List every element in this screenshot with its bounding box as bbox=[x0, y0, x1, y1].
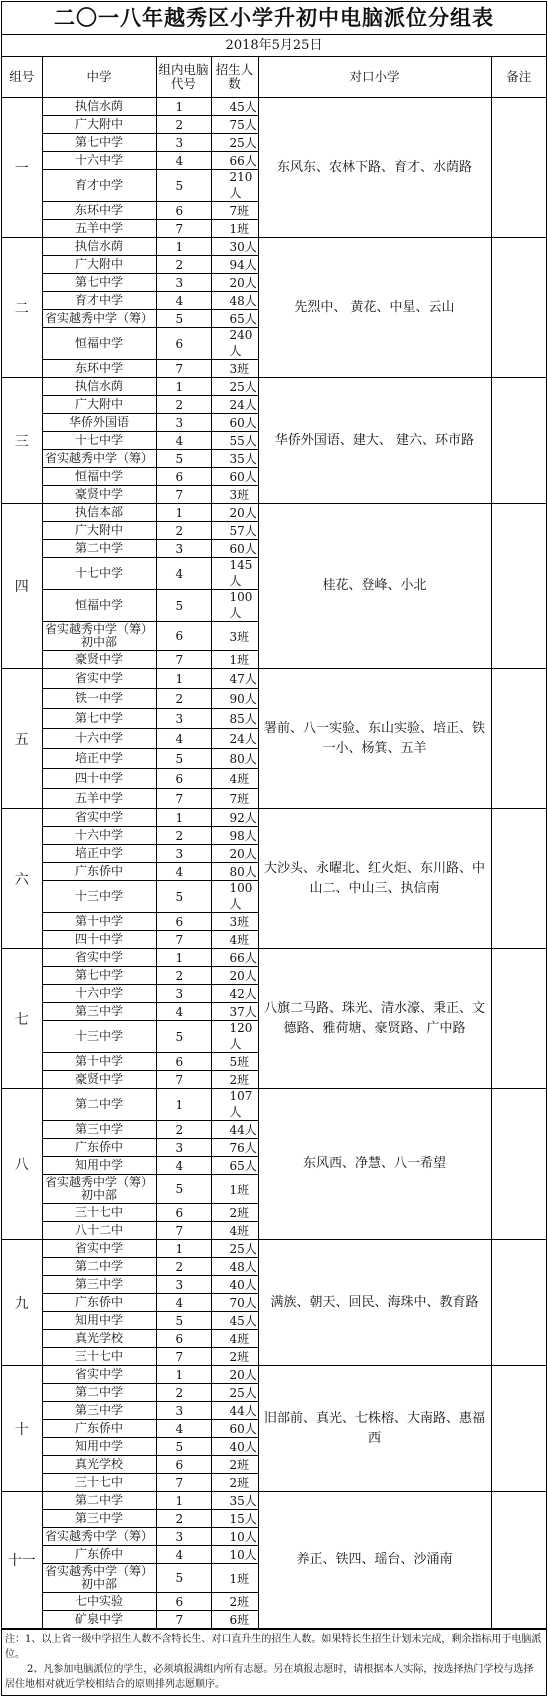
school-name: 真光学校 bbox=[42, 1456, 156, 1474]
school-quota: 6班 bbox=[211, 1611, 258, 1629]
school-name: 豪贤中学 bbox=[42, 486, 156, 504]
school-code: 3 bbox=[156, 985, 211, 1003]
school-quota: 10人 bbox=[211, 1528, 258, 1546]
school-name: 执信水荫 bbox=[42, 238, 156, 256]
school-code: 3 bbox=[156, 709, 211, 729]
school-code: 4 bbox=[156, 292, 211, 310]
school-quota: 1班 bbox=[211, 220, 258, 238]
school-name: 培正中学 bbox=[42, 749, 156, 769]
school-name: 四十中学 bbox=[42, 931, 156, 949]
school-code: 4 bbox=[156, 1003, 211, 1021]
school-name: 广大附中 bbox=[42, 256, 156, 274]
group-number: 二 bbox=[2, 238, 42, 378]
school-name: 豪贤中学 bbox=[42, 651, 156, 669]
school-code: 7 bbox=[156, 360, 211, 378]
school-code: 7 bbox=[156, 1474, 211, 1492]
school-quota: 3班 bbox=[211, 486, 258, 504]
table-row bbox=[2, 504, 546, 522]
header-code: 组内电脑代号 bbox=[156, 57, 211, 98]
school-code: 5 bbox=[156, 450, 211, 468]
school-quota: 44人 bbox=[211, 1402, 258, 1420]
school-code: 5 bbox=[156, 749, 211, 769]
school-code: 6 bbox=[156, 202, 211, 220]
school-quota: 35人 bbox=[211, 450, 258, 468]
school-quota: 90人 bbox=[211, 689, 258, 709]
school-code: 3 bbox=[156, 1528, 211, 1546]
school-name: 省实越秀中学（筹） bbox=[42, 450, 156, 468]
school-quota: 60人 bbox=[211, 1420, 258, 1438]
primary-schools: 养正、铁四、瑶台、沙涌南 bbox=[258, 1492, 491, 1629]
school-code: 4 bbox=[156, 152, 211, 170]
school-name: 育才中学 bbox=[42, 170, 156, 202]
school-name: 广大附中 bbox=[42, 116, 156, 134]
school-code: 1 bbox=[156, 1366, 211, 1384]
school-code: 7 bbox=[156, 1611, 211, 1629]
school-quota: 1班 bbox=[211, 651, 258, 669]
school-name: 三十七中 bbox=[42, 1474, 156, 1492]
school-name: 第三中学 bbox=[42, 1121, 156, 1139]
primary-schools: 署前、八一实验、东山实验、培正、铁一小、杨箕、五羊 bbox=[258, 669, 491, 809]
school-quota: 48人 bbox=[211, 292, 258, 310]
school-code: 2 bbox=[156, 1121, 211, 1139]
notes bbox=[2, 1629, 546, 1695]
school-quota: 100人 bbox=[211, 881, 258, 913]
primary-schools: 桂花、登峰、小北 bbox=[258, 504, 491, 669]
remark-cell bbox=[491, 378, 546, 504]
school-name: 七中实验 bbox=[42, 1593, 156, 1611]
school-name: 省实越秀中学（筹） bbox=[42, 1528, 156, 1546]
primary-schools: 满族、朝天、回民、海珠中、教育路 bbox=[258, 1240, 491, 1366]
school-quota: 60人 bbox=[211, 540, 258, 558]
school-name: 广大附中 bbox=[42, 396, 156, 414]
school-quota: 57人 bbox=[211, 522, 258, 540]
remark-cell bbox=[491, 1492, 546, 1629]
group-number: 四 bbox=[2, 504, 42, 669]
group-number: 七 bbox=[2, 949, 42, 1089]
school-name: 恒福中学 bbox=[42, 468, 156, 486]
school-quota: 80人 bbox=[211, 863, 258, 881]
group-number: 九 bbox=[2, 1240, 42, 1366]
school-name: 真光学校 bbox=[42, 1330, 156, 1348]
school-quota: 45人 bbox=[211, 98, 258, 116]
school-name: 第三中学 bbox=[42, 1402, 156, 1420]
school-quota: 145人 bbox=[211, 558, 258, 590]
school-quota: 60人 bbox=[211, 468, 258, 486]
school-code: 1 bbox=[156, 1089, 211, 1121]
school-quota: 85人 bbox=[211, 709, 258, 729]
school-name: 第二中学 bbox=[42, 1258, 156, 1276]
school-name: 东环中学 bbox=[42, 202, 156, 220]
school-quota: 2班 bbox=[211, 1071, 258, 1089]
school-name: 省实越秀中学（筹）初中部 bbox=[42, 1175, 156, 1204]
school-quota: 70人 bbox=[211, 1294, 258, 1312]
school-code: 4 bbox=[156, 432, 211, 450]
school-code: 4 bbox=[156, 863, 211, 881]
school-code: 4 bbox=[156, 1420, 211, 1438]
school-code: 5 bbox=[156, 1564, 211, 1593]
school-quota: 2班 bbox=[211, 1456, 258, 1474]
school-name: 第三中学 bbox=[42, 1276, 156, 1294]
school-code: 2 bbox=[156, 1384, 211, 1402]
primary-schools: 先烈中、 黄花、中星、云山 bbox=[258, 238, 491, 378]
school-quota: 2班 bbox=[211, 1593, 258, 1611]
school-code: 3 bbox=[156, 845, 211, 863]
school-name: 十六中学 bbox=[42, 152, 156, 170]
school-quota: 3班 bbox=[211, 913, 258, 931]
table-body bbox=[2, 98, 546, 1629]
school-quota: 65人 bbox=[211, 310, 258, 328]
header-group: 组号 bbox=[2, 57, 42, 98]
school-name: 省实中学 bbox=[42, 949, 156, 967]
remark-cell bbox=[491, 1089, 546, 1240]
page-title: 二〇一八年越秀区小学升初中电脑派位分组表 bbox=[2, 2, 546, 35]
school-code: 5 bbox=[156, 310, 211, 328]
school-code: 5 bbox=[156, 1175, 211, 1204]
school-quota: 100人 bbox=[211, 590, 258, 622]
primary-schools: 旧部前、真光、七株榕、大南路、惠福西 bbox=[258, 1366, 491, 1492]
school-code: 1 bbox=[156, 669, 211, 689]
school-quota: 42人 bbox=[211, 985, 258, 1003]
school-quota: 107人 bbox=[211, 1089, 258, 1121]
school-code: 6 bbox=[156, 622, 211, 651]
allocation-table bbox=[2, 57, 546, 1629]
school-code: 7 bbox=[156, 1348, 211, 1366]
school-name: 广东侨中 bbox=[42, 1420, 156, 1438]
school-code: 2 bbox=[156, 1510, 211, 1528]
table-row bbox=[2, 669, 546, 689]
school-name: 八十二中 bbox=[42, 1222, 156, 1240]
table-row bbox=[2, 378, 546, 396]
school-quota: 20人 bbox=[211, 274, 258, 292]
school-quota: 80人 bbox=[211, 749, 258, 769]
school-quota: 45人 bbox=[211, 1312, 258, 1330]
school-name: 省实中学 bbox=[42, 1240, 156, 1258]
school-quota: 20人 bbox=[211, 504, 258, 522]
group-number: 八 bbox=[2, 1089, 42, 1240]
school-code: 7 bbox=[156, 1222, 211, 1240]
school-code: 2 bbox=[156, 116, 211, 134]
remark-cell bbox=[491, 238, 546, 378]
school-name: 知用中学 bbox=[42, 1438, 156, 1456]
school-quota: 25人 bbox=[211, 134, 258, 152]
school-name: 知用中学 bbox=[42, 1157, 156, 1175]
school-name: 省实中学 bbox=[42, 809, 156, 827]
school-name: 三十七中 bbox=[42, 1348, 156, 1366]
school-name: 广东侨中 bbox=[42, 1139, 156, 1157]
school-quota: 15人 bbox=[211, 1510, 258, 1528]
school-name: 十六中学 bbox=[42, 827, 156, 845]
school-quota: 3班 bbox=[211, 360, 258, 378]
school-code: 5 bbox=[156, 1312, 211, 1330]
school-quota: 3班 bbox=[211, 622, 258, 651]
remark-cell bbox=[491, 504, 546, 669]
table-row bbox=[2, 98, 546, 116]
school-code: 3 bbox=[156, 274, 211, 292]
school-name: 五羊中学 bbox=[42, 789, 156, 809]
group-number: 一 bbox=[2, 98, 42, 238]
school-code: 6 bbox=[156, 1204, 211, 1222]
school-quota: 24人 bbox=[211, 396, 258, 414]
school-code: 4 bbox=[156, 558, 211, 590]
remark-cell bbox=[491, 1366, 546, 1492]
school-quota: 25人 bbox=[211, 1240, 258, 1258]
school-code: 6 bbox=[156, 769, 211, 789]
school-code: 3 bbox=[156, 540, 211, 558]
school-name: 广东侨中 bbox=[42, 863, 156, 881]
school-code: 1 bbox=[156, 238, 211, 256]
school-code: 4 bbox=[156, 1546, 211, 1564]
school-quota: 4班 bbox=[211, 769, 258, 789]
school-code: 5 bbox=[156, 170, 211, 202]
school-name: 十六中学 bbox=[42, 729, 156, 749]
group-number: 三 bbox=[2, 378, 42, 504]
school-name: 十七中学 bbox=[42, 558, 156, 590]
school-name: 执信本部 bbox=[42, 504, 156, 522]
school-name: 铁一中学 bbox=[42, 689, 156, 709]
school-code: 7 bbox=[156, 931, 211, 949]
school-name: 第七中学 bbox=[42, 709, 156, 729]
school-quota: 5班 bbox=[211, 1053, 258, 1071]
school-name: 第二中学 bbox=[42, 540, 156, 558]
school-name: 四十中学 bbox=[42, 769, 156, 789]
school-quota: 40人 bbox=[211, 1276, 258, 1294]
school-quota: 66人 bbox=[211, 949, 258, 967]
school-name: 东环中学 bbox=[42, 360, 156, 378]
school-name: 第十中学 bbox=[42, 913, 156, 931]
school-quota: 65人 bbox=[211, 1157, 258, 1175]
school-code: 2 bbox=[156, 689, 211, 709]
school-code: 7 bbox=[156, 486, 211, 504]
primary-schools: 八旗二马路、珠光、清水濠、秉正、文德路、雅荷塘、豪贤路、广中路 bbox=[258, 949, 491, 1089]
note-line: 注：1、以上省一级中学招生人数不含特长生、对口直升生的招生人数。如果特长生招生计划未完成，剩余指标用于电脑派位。 bbox=[5, 1634, 542, 1660]
school-code: 1 bbox=[156, 98, 211, 116]
school-code: 5 bbox=[156, 881, 211, 913]
school-code: 6 bbox=[156, 468, 211, 486]
school-name: 广大附中 bbox=[42, 522, 156, 540]
school-quota: 47人 bbox=[211, 669, 258, 689]
remark-cell bbox=[491, 98, 546, 238]
school-quota: 2班 bbox=[211, 1204, 258, 1222]
group-number: 六 bbox=[2, 809, 42, 949]
table-row bbox=[2, 1089, 546, 1121]
school-quota: 48人 bbox=[211, 1258, 258, 1276]
primary-schools: 大沙头、永曜北、红火炬、东川路、中山二、中山三、执信南 bbox=[258, 809, 491, 949]
school-code: 2 bbox=[156, 522, 211, 540]
school-name: 省实越秀中学（筹）初中部 bbox=[42, 622, 156, 651]
school-code: 4 bbox=[156, 1157, 211, 1175]
table-row bbox=[2, 809, 546, 827]
school-code: 6 bbox=[156, 328, 211, 360]
group-number: 十 bbox=[2, 1366, 42, 1492]
school-code: 6 bbox=[156, 1593, 211, 1611]
allocation-sheet bbox=[1, 1, 547, 1696]
school-code: 1 bbox=[156, 1492, 211, 1510]
school-name: 省实中学 bbox=[42, 669, 156, 689]
school-code: 2 bbox=[156, 256, 211, 274]
table-row bbox=[2, 1492, 546, 1510]
school-quota: 120人 bbox=[211, 1021, 258, 1053]
school-quota: 4班 bbox=[211, 1222, 258, 1240]
school-quota: 98人 bbox=[211, 827, 258, 845]
school-quota: 37人 bbox=[211, 1003, 258, 1021]
school-code: 6 bbox=[156, 1053, 211, 1071]
school-quota: 4班 bbox=[211, 931, 258, 949]
school-quota: 4班 bbox=[211, 1330, 258, 1348]
school-code: 3 bbox=[156, 1139, 211, 1157]
table-row bbox=[2, 1240, 546, 1258]
school-name: 执信水荫 bbox=[42, 98, 156, 116]
header-school: 中学 bbox=[42, 57, 156, 98]
school-quota: 92人 bbox=[211, 809, 258, 827]
school-code: 4 bbox=[156, 729, 211, 749]
school-quota: 20人 bbox=[211, 845, 258, 863]
school-name: 第七中学 bbox=[42, 967, 156, 985]
school-name: 第三中学 bbox=[42, 1510, 156, 1528]
school-quota: 35人 bbox=[211, 1492, 258, 1510]
note-line: 2、凡参加电脑派位的学生，必须填报满组内所有志愿。另在填报志愿时，请根据本人实际，按选择热门学校与选择居住地相对就近学校相结合的原则排列志愿顺序。 bbox=[5, 1664, 534, 1690]
school-quota: 30人 bbox=[211, 238, 258, 256]
school-quota: 25人 bbox=[211, 378, 258, 396]
school-quota: 25人 bbox=[211, 1384, 258, 1402]
primary-schools: 东风东、农林下路、育才、水荫路 bbox=[258, 98, 491, 238]
school-name: 第七中学 bbox=[42, 274, 156, 292]
table-row bbox=[2, 1366, 546, 1384]
school-name: 第七中学 bbox=[42, 134, 156, 152]
school-code: 1 bbox=[156, 949, 211, 967]
school-code: 5 bbox=[156, 590, 211, 622]
school-name: 三十七中 bbox=[42, 1204, 156, 1222]
school-quota: 60人 bbox=[211, 414, 258, 432]
school-name: 矿泉中学 bbox=[42, 1611, 156, 1629]
school-quota: 240人 bbox=[211, 328, 258, 360]
header-quota: 招生人数 bbox=[211, 57, 258, 98]
school-name: 十三中学 bbox=[42, 881, 156, 913]
school-quota: 40人 bbox=[211, 1438, 258, 1456]
remark-cell bbox=[491, 809, 546, 949]
primary-schools: 华侨外国语、建大、 建六、环市路 bbox=[258, 378, 491, 504]
school-code: 1 bbox=[156, 504, 211, 522]
school-name: 第十中学 bbox=[42, 1053, 156, 1071]
school-quota: 24人 bbox=[211, 729, 258, 749]
school-code: 6 bbox=[156, 913, 211, 931]
school-name: 十六中学 bbox=[42, 985, 156, 1003]
school-code: 5 bbox=[156, 1021, 211, 1053]
school-name: 第二中学 bbox=[42, 1089, 156, 1121]
school-name: 恒福中学 bbox=[42, 328, 156, 360]
group-number: 五 bbox=[2, 669, 42, 809]
remark-cell bbox=[491, 1240, 546, 1366]
remark-cell bbox=[491, 949, 546, 1089]
school-code: 4 bbox=[156, 1294, 211, 1312]
school-name: 五羊中学 bbox=[42, 220, 156, 238]
school-name: 培正中学 bbox=[42, 845, 156, 863]
school-code: 5 bbox=[156, 1438, 211, 1456]
school-code: 3 bbox=[156, 1402, 211, 1420]
school-quota: 55人 bbox=[211, 432, 258, 450]
school-code: 1 bbox=[156, 378, 211, 396]
school-code: 7 bbox=[156, 789, 211, 809]
table-row bbox=[2, 238, 546, 256]
school-name: 十三中学 bbox=[42, 1021, 156, 1053]
group-number: 十一 bbox=[2, 1492, 42, 1629]
school-name: 第二中学 bbox=[42, 1384, 156, 1402]
school-code: 7 bbox=[156, 1071, 211, 1089]
school-quota: 66人 bbox=[211, 152, 258, 170]
school-code: 3 bbox=[156, 1276, 211, 1294]
school-name: 省实越秀中学（筹） bbox=[42, 310, 156, 328]
school-code: 3 bbox=[156, 414, 211, 432]
school-name: 知用中学 bbox=[42, 1312, 156, 1330]
table-header-row bbox=[2, 57, 546, 98]
school-name: 第二中学 bbox=[42, 1492, 156, 1510]
school-quota: 44人 bbox=[211, 1121, 258, 1139]
school-name: 省实越秀中学（筹）初中部 bbox=[42, 1564, 156, 1593]
school-code: 1 bbox=[156, 809, 211, 827]
school-quota: 1班 bbox=[211, 1175, 258, 1204]
school-quota: 7班 bbox=[211, 202, 258, 220]
school-name: 广东侨中 bbox=[42, 1294, 156, 1312]
school-code: 6 bbox=[156, 1456, 211, 1474]
school-quota: 2班 bbox=[211, 1348, 258, 1366]
school-name: 豪贤中学 bbox=[42, 1071, 156, 1089]
school-quota: 1班 bbox=[211, 1564, 258, 1593]
remark-cell bbox=[491, 669, 546, 809]
school-name: 第三中学 bbox=[42, 1003, 156, 1021]
header-remark: 备注 bbox=[491, 57, 546, 98]
school-name: 育才中学 bbox=[42, 292, 156, 310]
school-quota: 20人 bbox=[211, 1366, 258, 1384]
school-quota: 210人 bbox=[211, 170, 258, 202]
school-code: 3 bbox=[156, 134, 211, 152]
school-name: 华侨外国语 bbox=[42, 414, 156, 432]
school-name: 执信水荫 bbox=[42, 378, 156, 396]
school-quota: 7班 bbox=[211, 789, 258, 809]
school-quota: 10人 bbox=[211, 1546, 258, 1564]
school-code: 7 bbox=[156, 651, 211, 669]
school-quota: 76人 bbox=[211, 1139, 258, 1157]
school-name: 十七中学 bbox=[42, 432, 156, 450]
school-name: 恒福中学 bbox=[42, 590, 156, 622]
school-code: 1 bbox=[156, 1240, 211, 1258]
school-code: 6 bbox=[156, 1330, 211, 1348]
school-code: 7 bbox=[156, 220, 211, 238]
document-date: 2018年5月25日 bbox=[2, 35, 546, 57]
school-quota: 94人 bbox=[211, 256, 258, 274]
header-primary-schools: 对口小学 bbox=[258, 57, 491, 98]
school-quota: 75人 bbox=[211, 116, 258, 134]
school-name: 广东侨中 bbox=[42, 1546, 156, 1564]
school-quota: 20人 bbox=[211, 967, 258, 985]
school-code: 2 bbox=[156, 396, 211, 414]
school-code: 2 bbox=[156, 827, 211, 845]
primary-schools: 东风西、净慧、八一希望 bbox=[258, 1089, 491, 1240]
school-code: 2 bbox=[156, 967, 211, 985]
table-row bbox=[2, 949, 546, 967]
school-quota: 2班 bbox=[211, 1474, 258, 1492]
school-code: 2 bbox=[156, 1258, 211, 1276]
school-name: 省实中学 bbox=[42, 1366, 156, 1384]
